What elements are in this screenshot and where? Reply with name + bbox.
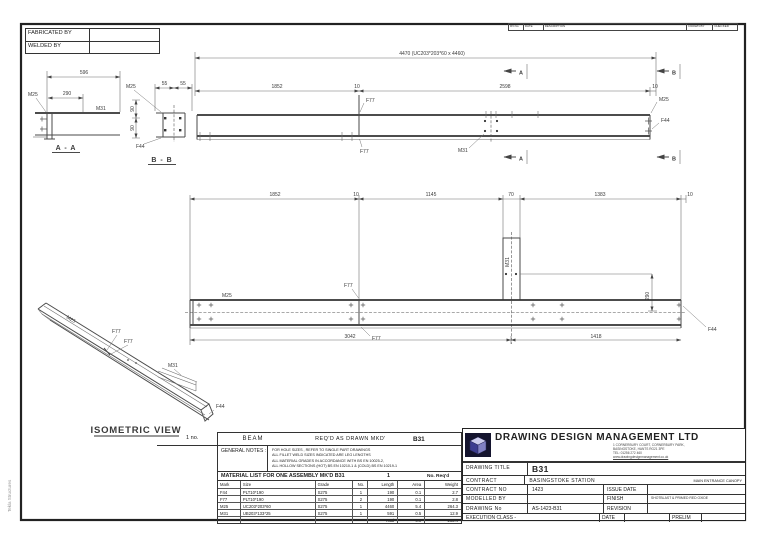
revision-col-date: DATE [524,24,544,30]
finish-value: SHOTBLAST & PRIMED RED OXIDE [651,496,709,501]
company-url[interactable]: www.drawingdesignmanagement.co.uk [613,454,669,459]
revision-col-rev: RV.No [509,24,524,30]
drawing-no-row [463,503,745,512]
drawing-title-label: DRAWING TITLE [463,463,528,475]
table-row [218,502,461,509]
table-row [26,41,159,53]
material-list-header [217,472,462,481]
cell: F77 [218,496,241,502]
cell [316,517,354,523]
drawing-no-value: AS-1423-B31 [532,505,563,512]
note-line: ALL HOLLOW SECTIONS (HOT) BS EN 10210-1 & (COLD) BS EN 10219-1 [272,464,398,469]
section-marker-a-top [504,64,527,79]
finish-label: FINISH [603,495,648,503]
revision-value [648,504,745,512]
svg-text:A: A [519,156,523,163]
total-area: 6.0 [398,517,425,523]
welded-by-label: WELDED BY [26,42,90,53]
section-aa [28,70,120,153]
table-row [218,509,461,516]
contract-note: MAIN ENTRANCE CANOPY [693,478,742,483]
date-label: DATE [599,514,624,522]
elev-dim-70: 70 [508,192,514,198]
cell: 190 [368,489,398,495]
table-row [26,29,159,41]
status-badge: PRELIM [669,514,701,522]
cell: S275 [316,503,354,509]
svg-text:B: B [672,70,676,77]
cell: 190 [368,496,398,502]
note-line: FOR HOLE SIZES , REFER TO SINGLE PART DRAWINGS [272,447,371,452]
elev-dim-1145: 1145 [425,192,437,198]
cell: 591 [368,510,398,516]
address-line: BASINGSTOKE, HANTS RG21 3PE [613,446,665,451]
execution-class-label: EXECUTION CLASS - [466,515,517,522]
elev-label-f44: F44 [708,327,717,333]
iso-label-m31: M31 [168,363,178,369]
plan-dim-2598: 2598 [499,84,511,90]
material-list-qty-label: No. Req'd [427,473,450,479]
cell: 1 [353,503,368,509]
material-list-qty: 1 [387,473,390,479]
cell: M25 [218,503,241,509]
cell: 0.5 [398,510,425,516]
elevation-view [185,192,717,345]
assembly-mark: B31 [413,435,425,443]
elev-label-f77-top: F77 [344,283,353,289]
col-header-size: Size [241,481,316,488]
table-row [218,495,461,502]
col-header-mark: Mark [218,481,241,488]
iso-label-m25: M25 [64,314,77,325]
drawing-title-value: B31 [532,464,549,474]
cell: 264.3 [447,503,459,509]
plan-dim-10-mid: 10 [354,84,360,90]
col-header-area: Area [398,481,425,488]
company-logo-icon [465,433,491,457]
cell: PLT10*190 [241,496,316,502]
general-notes-text [268,446,461,471]
elev-label-m31: M31 [505,257,511,267]
plan-dim-1852: 1852 [271,84,283,90]
cell: UC203*203*60 [241,503,316,509]
bb-dim-90-bottom: 90 [130,125,136,131]
section-marker-a-bottom [504,150,527,164]
plan-label-f77-bottom: F77 [360,149,369,155]
aa-dim-290: 290 [62,91,72,97]
aa-title: A - A [55,145,77,152]
elev-dim-1418: 1418 [590,334,602,340]
issue-date-value [648,485,745,493]
cell: 12.9 [449,510,459,516]
assembly-header-row [157,432,462,446]
general-notes-label: GENERAL NOTES : [218,446,268,471]
aa-dim-596: 596 [79,70,89,76]
cell: S275 [316,496,354,502]
drawing-no-label: DRAWING No [463,504,528,512]
cell [241,517,316,523]
assembly-quantity: 1 no. [186,435,199,441]
aa-label-m31: M31 [96,106,106,112]
iso-label-f77-b: F77 [124,339,133,345]
aa-label-m25: M25 [28,92,38,98]
company-name: DRAWING DESIGN MANAGEMENT LTD [495,431,699,443]
revision-col-description: DESCRIPTION [544,24,688,30]
col-header-weight: Weight [445,481,459,487]
status-extra-cell [701,514,745,522]
cell: 5.4 [398,503,425,509]
plan-label-m25: M25 [659,97,669,103]
address-line: TEL: 01256 272 460 [613,450,642,455]
revision-label: REVISION [603,504,648,512]
bb-dim-90-top: 90 [130,106,136,112]
cell: PLT10*190 [241,489,316,495]
assembly-reqd-text: REQ'D AS DRAWN MKD' [315,436,386,442]
cell: 2.8 [452,496,459,502]
assembly-item-type: BEAM [242,436,264,442]
plan-view [195,51,680,164]
col-header-grade: Grade [316,481,354,488]
cell: S275 [316,489,354,495]
material-table-header-row [218,481,461,488]
drawing-title-row [463,462,745,475]
svg-text:B: B [672,156,676,163]
cell [218,517,241,523]
cell: 2 [353,496,368,502]
note-line: ALL MATERIAL GRADES IN ACCORDANCE WITH BS EN 10025-2, [272,458,384,463]
isometric-view [38,303,225,436]
iso-title: ISOMETRIC VIEW [90,425,182,436]
col-header-length: Length [368,481,398,488]
section-marker-b-top [657,64,680,79]
execution-class-row [463,513,745,522]
bb-label-m25: M25 [126,84,136,90]
elev-dim-10-end: 10 [687,192,693,198]
revision-col-drawn-by: DRAWN BY [687,24,713,30]
bb-dim-55-right: 55 [180,81,186,87]
contract-label: CONTRACT [463,476,525,484]
plan-dim-10-end: 10 [652,84,658,90]
cell: 1 [353,510,368,516]
elev-dim-1383: 1383 [594,192,606,198]
contract-row [463,475,745,484]
company-header [463,429,745,462]
issue-date-label: ISSUE DATE [603,485,648,493]
modelled-by-row [463,494,745,503]
modelled-by-label: MODELLED BY [463,495,528,503]
company-address [495,443,745,459]
total-label: Total [368,517,398,523]
bb-title: B - B [151,157,173,164]
col-header-no: No. [353,481,368,488]
material-list-table [217,481,462,524]
bb-dim-55-left: 55 [161,81,168,87]
section-marker-b-bottom [657,150,680,164]
material-list-title: MATERIAL LIST FOR ONE ASSEMBLY MK'D B31 [221,473,345,479]
total-weight: 282.4 [447,517,459,523]
iso-label-f44: F44 [216,404,225,410]
cell: 0.1 [398,496,425,502]
plan-label-m31: M31 [458,148,468,154]
elev-dim-10-mid: 10 [353,192,359,198]
fabricated-by-value[interactable] [90,29,159,41]
fabrication-sign-off-table [25,28,160,54]
elev-dim-290: 290 [645,291,651,301]
elev-dim-3042: 3042 [344,334,356,340]
cell: M31 [218,510,241,516]
plan-label-f44: F44 [661,118,670,124]
contract-no-label: CONTRACT NO [463,485,528,493]
table-row [218,488,461,495]
tekla-watermark: Tekla Structures [7,479,12,512]
date-value [624,514,669,522]
svg-text:A: A [519,70,523,77]
cell: S275 [316,510,354,516]
plan-overall-dim: 4470 (UC203*203*60 x 4460) [399,51,465,57]
assembly-strip [157,432,462,521]
welded-by-value[interactable] [90,42,159,53]
contract-no-row [463,484,745,493]
bb-label-f44: F44 [136,144,145,150]
modelled-by-value [528,495,603,503]
note-line: ALL FILLET WELD SIZES INDICATED ARE LEG LENGTHS [272,453,371,458]
cell: 1 [353,489,368,495]
cell: UB203*133*25 [241,510,316,516]
address-line: 1 CORNERBURY COURT, CORNERBURY PARK, [613,442,685,447]
plan-label-f77-top: F77 [366,98,375,104]
iso-label-f77-a: F77 [112,329,121,335]
cell: F44 [218,489,241,495]
general-notes [217,446,462,472]
cell: 0.1 [398,489,425,495]
contract-value: BASINGSTOKE STATION [529,477,596,484]
cell: 4460 [368,503,398,509]
table-total-row [218,516,461,523]
section-bb [126,81,192,165]
elev-label-m25: M25 [222,293,232,299]
title-block [462,428,746,521]
revision-col-checked: CHECKED [714,24,729,28]
revision-strip [508,23,738,31]
elev-dim-1852: 1852 [269,192,281,198]
contract-no-value: 1423 [532,486,544,493]
cell [353,517,368,523]
cell: 2.7 [452,489,459,495]
fabricated-by-label: FABRICATED BY [26,29,90,41]
elev-label-f77-bottom: F77 [372,336,381,342]
